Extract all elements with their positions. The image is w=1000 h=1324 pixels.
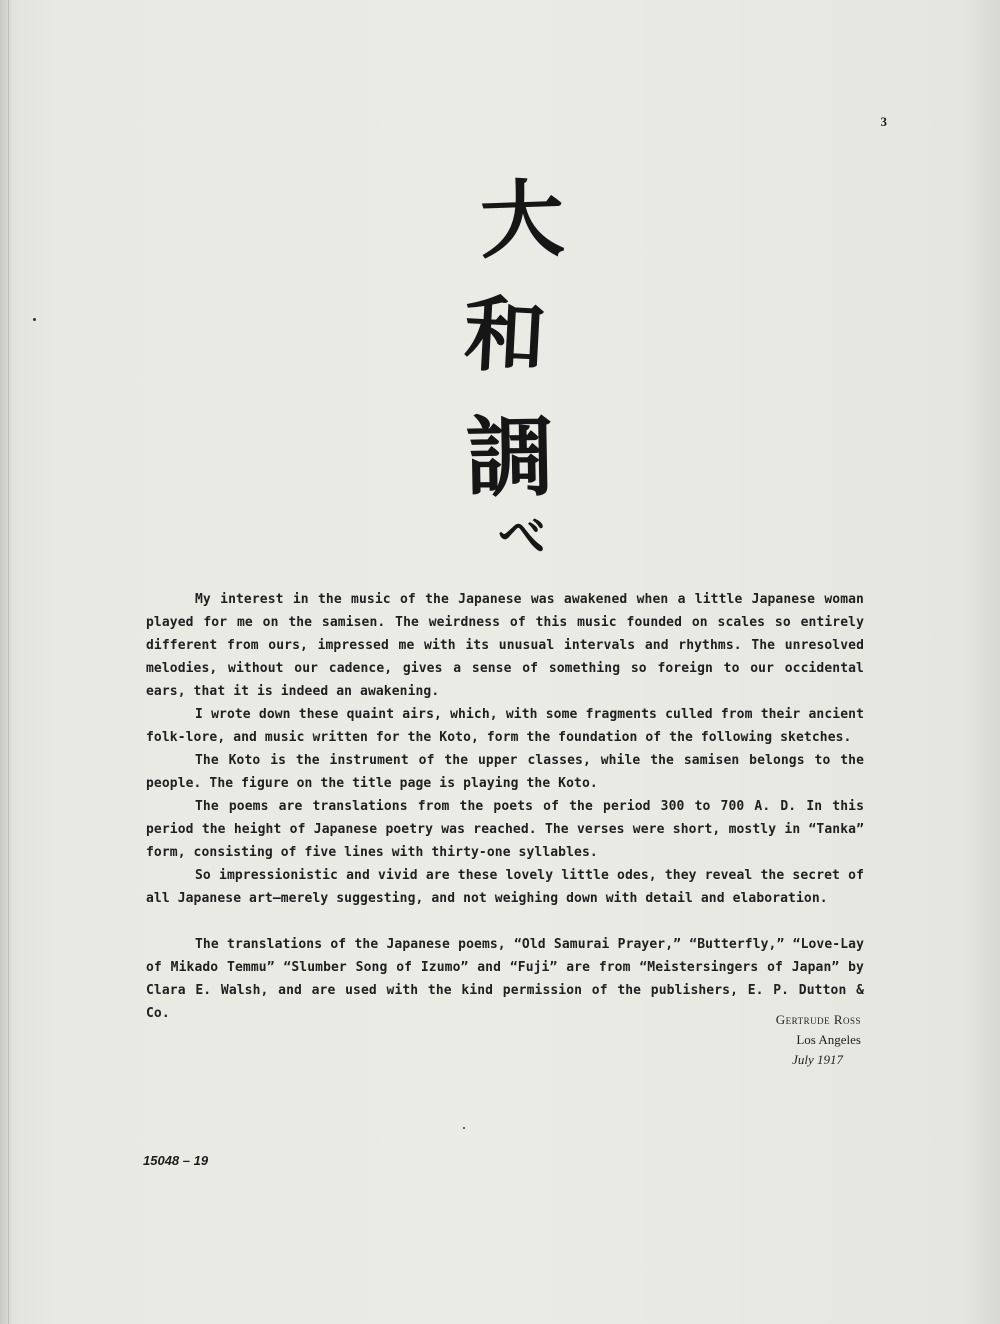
calligraphy-char-1: 大 [478,169,566,271]
paper-speck [463,1127,465,1129]
author-name: Gertrude Ross [775,1012,861,1027]
calligraphy-char-3: 調 [465,405,555,510]
preface-paragraph-4: The poems are translations from the poets of the period 300 to 700 A. D. In this period the height of Japanese poetry was reached. The verses were short, mostly in “Tanka” form, consisting of five lines with thirty-one syllables. [146,799,864,860]
paper-speck [33,318,36,321]
translation-credits: The translations of the Japanese poems, “Old Samurai Prayer,” “Butterfly,” “Love-Lay of Mikado Temmu” “Slumber Song of Izumo” and “Fuji” are from “Meistersingers of Japan” by Clara E. Walsh, and are used with the kind permission of the publishers, E. P. Dutton & Co. [146,937,864,1021]
calligraphy-char-4: べ [495,506,549,566]
author-signature [776,1010,861,1070]
calligraphy-char-2: 和 [461,286,549,387]
catalog-number: 15048 – 19 [143,1153,209,1168]
preface-paragraph-5: So impressionistic and vivid are these lovely little odes, they reveal the secret of all Japanese art—merely suggesting, and not weighing down with detail and elaboration. [146,868,864,906]
page-fold-line [8,0,9,1324]
page-number: 3 [880,114,887,129]
preface-paragraph-3: The Koto is the instrument of the upper classes, while the samisen belongs to the people. The figure on the title page is playing the Koto. [146,753,864,791]
preface-text [146,588,864,1025]
title-calligraphy [450,169,610,568]
preface-paragraph-1: My interest in the music of the Japanese was awakened when a little Japanese woman played for me on the samisen. The weirdness of this music founded on scales so entirely different from ours, impressed me with its unusual intervals and rhythms. The unresolved melodies, without our cadence, gives a sense of something so foreign to our occidental ears, that it is indeed an awakening. [146,592,864,699]
author-date: July 1917 [792,1052,843,1067]
author-place: Los Angeles [796,1032,861,1047]
preface-paragraph-2: I wrote down these quaint airs, which, with some fragments culled from their ancient folk-lore, and music written for the Koto, form the foundation of the following sketches. [146,707,864,745]
